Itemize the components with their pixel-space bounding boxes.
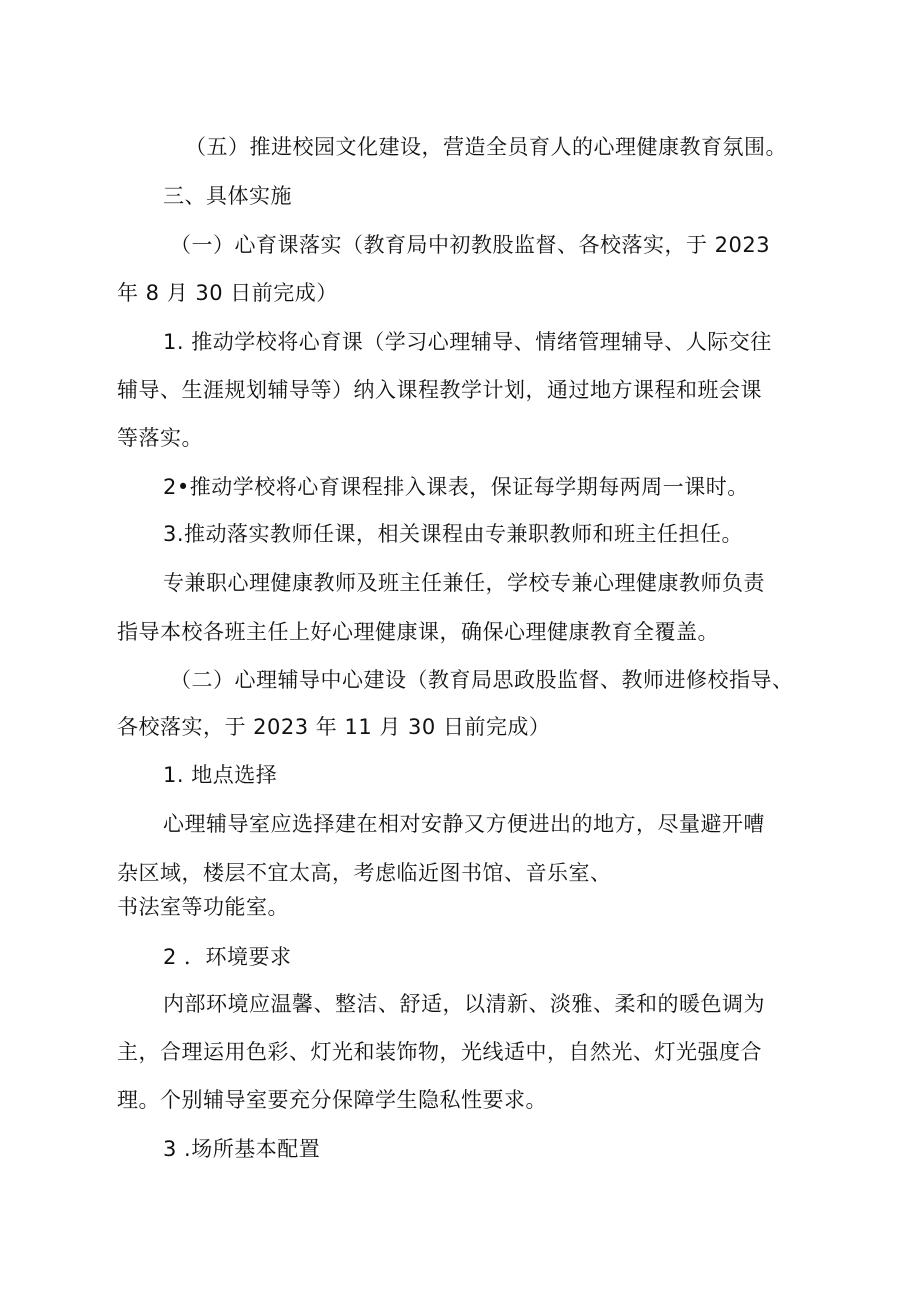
list-item: 2 ．环境要求 [163,945,292,969]
subsection-heading: （二）心理辅导中心建设（教育局思政股监督、教师进修校指导、 [170,668,794,692]
subsection-heading: （一）心育课落实（教育局中初教股监督、各校落实，于 2023 [170,233,771,257]
list-item: 3 .场所基本配置 [163,1137,321,1161]
paragraph-line: 书法室等功能室。 [117,895,289,919]
paragraph-line: 杂区域，楼层不宜太高，考虑临近图书馆、音乐室、 [117,861,612,885]
paragraph-line: 辅导、生涯规划辅导等）纳入课程教学计划，通过地方课程和班会课 [117,378,762,402]
paragraph-line: （五）推进校园文化建设，营造全员育人的心理健康教育氛围。 [185,135,787,159]
paragraph-line: 心理辅导室应选择建在相对安静又方便进出的地方，尽量避开嘈 [163,812,765,836]
list-item: 2•推动学校将心育课程排入课表，保证每学期每两周一课时。 [163,475,749,499]
paragraph-line: 指导本校各班主任上好心理健康课，确保心理健康教育全覆盖。 [117,620,719,644]
list-item: 3.推动落实教师任课，相关课程由专兼职教师和班主任担任。 [163,522,744,546]
paragraph-line: 等落实。 [117,426,203,450]
paragraph-line: 专兼职心理健康教师及班主任兼任，学校专兼心理健康教师负责 [163,571,765,595]
paragraph-line: 理。个别辅导室要充分保障学生隐私性要求。 [117,1088,547,1112]
paragraph-line: 年 8 月 30 日前完成） [117,281,338,305]
paragraph-line: 内部环境应温馨、整洁、舒适，以清新、淡雅、柔和的暖色调为 [163,992,765,1016]
paragraph-line: 各校落实，于 2023 年 11 月 30 日前完成） [117,715,551,739]
section-heading: 三、具体实施 [163,184,292,208]
paragraph-line: 主，合理运用色彩、灯光和装饰物，光线适中，自然光、灯光强度合 [117,1040,762,1064]
list-item: 1. 推动学校将心育课（学习心理辅导、情绪管理辅导、人际交往 [163,330,772,354]
list-item: 1. 地点选择 [163,763,278,787]
